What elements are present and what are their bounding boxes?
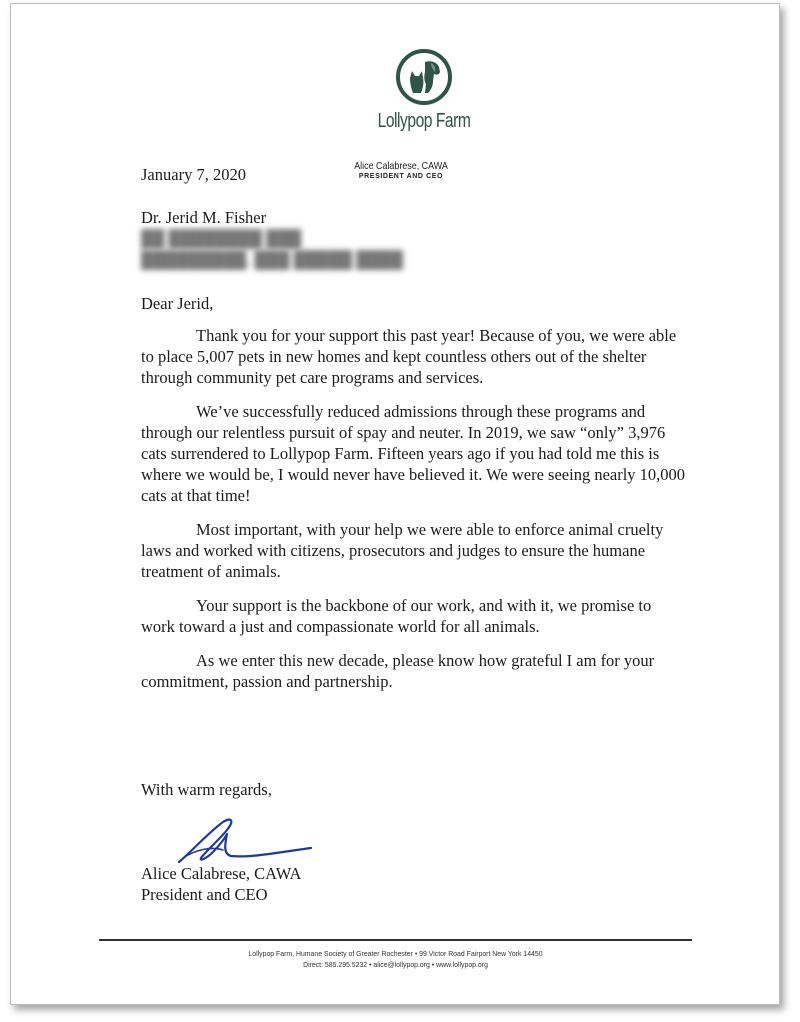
body-paragraph: Your support is the backbone of our work, and with it, we promise to work toward a just and compassionate world for all animals. (141, 596, 652, 636)
recipient-address (141, 207, 686, 270)
letter-page (10, 3, 780, 1005)
salutation: Dear Jerid, (141, 294, 214, 313)
sender-name: Alice Calabrese, CAWA (354, 160, 448, 172)
recipient-name: Dr. Jerid M. Fisher (141, 208, 267, 227)
body-paragraph: We’ve successfully reduced admissions through these programs and through our relentless pursuit of spay and neuter. In 2019, we saw “only” 3,976 cats surrendered to Lollypop Farm. Fifteen years ago if you had told me this is where we would be, I would never have believed it. We were seeing nearly 10,000 cats at that time! (141, 402, 686, 505)
org-name: Lollypop Farm (377, 110, 471, 132)
body-paragraph: As we enter this new decade, please know how grateful I am for your commitment, passion and partnership. (141, 651, 655, 691)
footer-address: Lollypop Farm, Humane Society of Greater Rochester • 99 Victor Road Fairport New York 14450 (248, 949, 543, 958)
closing: With warm regards, (141, 780, 272, 799)
redacted-address-line-1: ██ ████████ ███ (141, 229, 302, 248)
signature-block (141, 863, 686, 905)
signer-title: President and CEO (141, 885, 268, 904)
footer-divider (99, 939, 692, 941)
sender-title: PRESIDENT AND CEO (358, 173, 444, 180)
body-paragraph: Thank you for your support this past year! Because of you, we were able to place 5,007 pets in new homes and kept countless others out of the shelter through community pet care programs and services. (141, 326, 677, 387)
redacted-address-line-2: █████████, ███ █████ ████ (141, 250, 403, 269)
letterhead-logo (359, 48, 489, 133)
letter-date: January 7, 2020 (141, 165, 246, 184)
footer-contact: Direct: 585.295.5232 • alice@lollypop.org • www.lollypop.org (303, 960, 488, 969)
signer-name: Alice Calabrese, CAWA (141, 864, 302, 883)
letter-footer (99, 948, 692, 970)
body-paragraph: Most important, with your help we were able to enforce animal cruelty laws and worked with citizens, prosecutors and judges to ensure the humane treatment of animals. (141, 520, 664, 581)
letter-body (141, 325, 686, 705)
dog-and-cat-silhouette-icon (395, 48, 453, 106)
